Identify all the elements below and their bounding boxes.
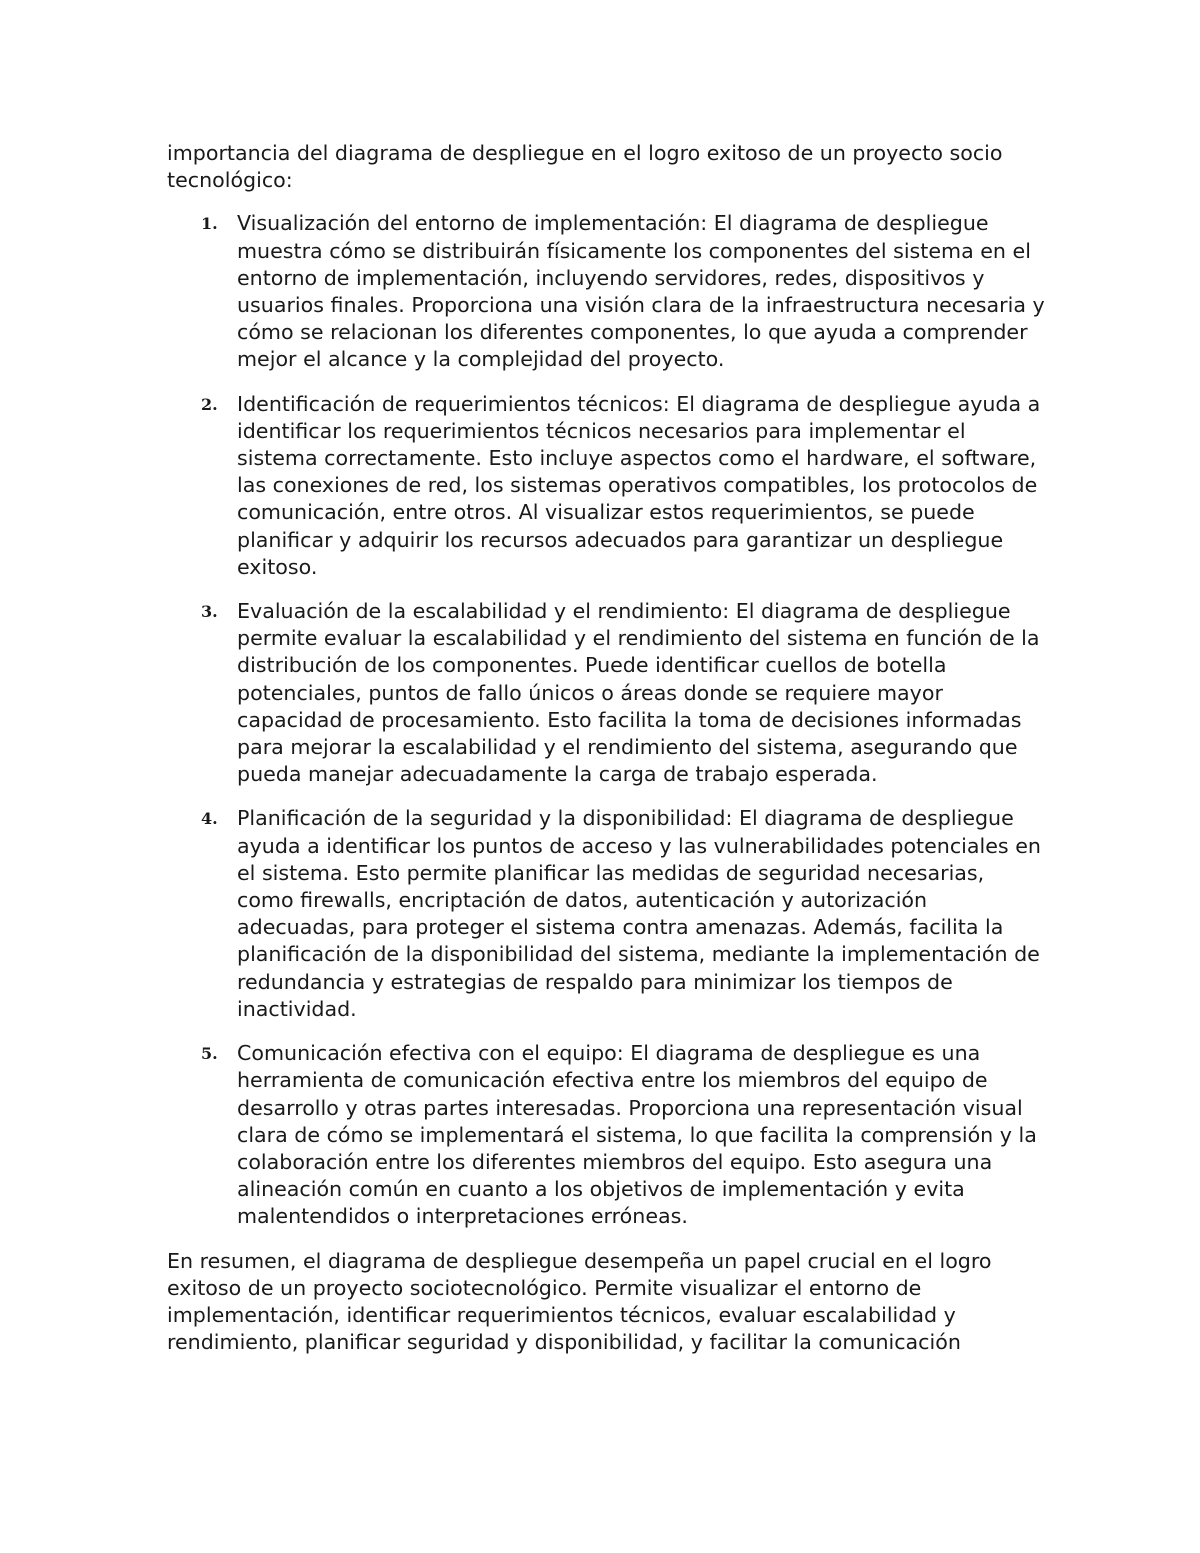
list-item <box>167 1040 1047 1230</box>
list-item-text: Evaluación de la escalabilidad y el rendimiento: El diagrama de despliegue permite evaluar la escalabilidad y el rendimiento del sistema en función de la distribución de los componentes. Puede identificar cuellos de botella potenciales, puntos de fallo únicos o áreas donde se requiere mayor capacidad de procesamiento. Esto facilita la toma de decisiones informadas para mejorar la escalabilidad y el rendimiento del sistema, asegurando que pueda manejar adecuadamente la carga de trabajo esperada. <box>237 599 1040 787</box>
list-item-text: Planificación de la seguridad y la disponibilidad: El diagrama de despliegue ayuda a identificar los puntos de acceso y las vulnerabilidades potenciales en el sistema. Esto permite planificar las medidas de seguridad necesarias, como firewalls, encriptación de datos, autenticación y autorización adecuadas, para proteger el sistema contra amenazas. Además, facilita la planificación de la disponibilidad del sistema, mediante la implementación de redundancia y estrategias de respaldo para minimizar los tiempos de inactividad. <box>237 806 1041 1021</box>
list-item <box>167 805 1047 1023</box>
intro-paragraph: importancia del diagrama de despliegue en el logro exitoso de un proyecto socio tecnológico: <box>167 141 1003 193</box>
list-item <box>167 391 1047 581</box>
summary-paragraph: En resumen, el diagrama de despliegue desempeña un papel crucial en el logro exitoso de un proyecto sociotecnológico. Permite visualizar el entorno de implementación, identificar requerimientos técnicos, evaluar escalabilidad y rendimiento, planificar seguridad y disponibilidad, y facilitar la comunicación <box>167 1248 992 1355</box>
document-body <box>167 140 1047 1356</box>
list-number: 1. <box>201 214 218 234</box>
list-number: 5. <box>201 1044 218 1064</box>
list-item-text: Comunicación efectiva con el equipo: El diagrama de despliegue es una herramienta de comunicación efectiva entre los miembros del equipo de desarrollo y otras partes interesadas. Proporciona una representación visual clara de cómo se implementará el sistema, lo que facilita la comprensión y la colaboración entre los diferentes miembros del equipo. Esto asegura una alineación común en cuanto a los objetivos de implementación y evita malentendidos o interpretaciones erróneas. <box>237 1041 1037 1229</box>
list-number: 4. <box>201 809 218 829</box>
list-item-text: Identificación de requerimientos técnicos: El diagrama de despliegue ayuda a identificar los requerimientos técnicos necesarios para implementar el sistema correctamente. Esto incluye aspectos como el hardware, el software, las conexiones de red, los sistemas operativos compatibles, los protocolos de comunicación, entre otros. Al visualizar estos requerimientos, se puede planificar y adquirir los recursos adecuados para garantizar un despliegue exitoso. <box>237 391 1041 579</box>
list-number: 3. <box>201 602 218 622</box>
list-item-text: Visualización del entorno de implementación: El diagrama de despliegue muestra cómo se distribuirán físicamente los componentes del sistema en el entorno de implementación, incluyendo servidores, redes, dispositivos y usuarios finales. Proporciona una visión clara de la infraestructura necesaria y cómo se relacionan los diferentes componentes, lo que ayuda a comprender mejor el alcance y la complejidad del proyecto. <box>237 211 1045 372</box>
numbered-list <box>167 210 1047 1230</box>
list-number: 2. <box>201 394 218 414</box>
list-item <box>167 598 1047 788</box>
list-item <box>167 210 1047 373</box>
